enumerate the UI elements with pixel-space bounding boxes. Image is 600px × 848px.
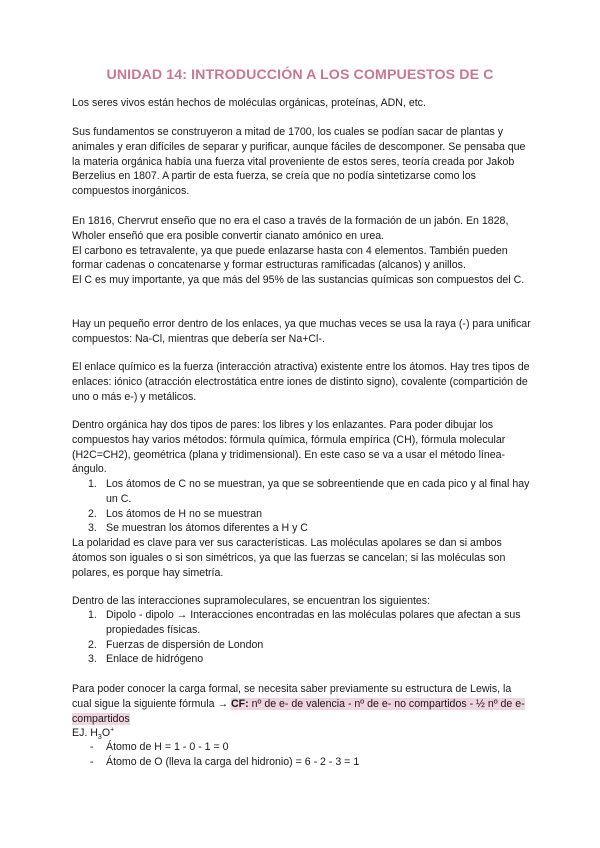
list-item [72, 755, 532, 770]
page-title: UNIDAD 14: INTRODUCCIÓN A LOS COMPUESTOS DE C [106, 67, 494, 83]
paragraph-text: Dentro orgánica hay dos tipos de pares: los libres y los enlazantes. Para poder dibujar los compuestos hay varios métodos: fórmula química, fórmula empírica (CH), fórmula molecular (H2C=CH2), geométrica (plana y tridimensional). En este caso se va a usar el método línea-ángulo. [72, 419, 506, 476]
paragraph-text: Los seres vivos están hechos de moléculas orgánicas, proteínas, ADN, etc. [72, 97, 426, 109]
paragraph-text: En 1816, Chervrut enseño que no era el caso a través de la formación de un jabón. En 1828, Wholer enseñó que era posible convertir cianato amónico en urea. [72, 215, 509, 242]
paragraph-text: El C es muy importante, ya que más del 95% de las sustancias químicas son compuestos del C. [72, 274, 525, 287]
list-number: 2. [88, 507, 97, 520]
example-element: O [101, 727, 111, 740]
list-item-text: Enlace de hidrógeno [106, 653, 204, 666]
paragraph-text [72, 682, 532, 726]
example-prefix: EJ. H [72, 727, 98, 740]
list-item-text: Dipolo - dipolo → Interacciones encontradas en las moléculas polares que afectan a sus propiedades físicas. [106, 609, 521, 636]
supramolecular-paragraph [72, 594, 532, 609]
polarity-paragraph [72, 536, 532, 580]
formula-label: CF: [231, 697, 249, 710]
list-item [72, 521, 532, 536]
chemical-bond-paragraph [72, 360, 532, 404]
list-item [72, 477, 532, 507]
list-bullet: - [90, 741, 94, 753]
list-item-text: Se muestran los átomos diferentes a H y C [106, 522, 308, 535]
list-number: 3. [88, 522, 97, 535]
example-calculation-list [72, 740, 532, 770]
list-number: 1. [88, 609, 97, 621]
list-item [72, 638, 532, 653]
list-item-text: Fuerzas de dispersión de London [106, 638, 264, 651]
list-item [72, 740, 532, 755]
list-item-text: Átomo de O (lleva la carga del hidronio) = 6 - 2 - 3 = 1 [106, 755, 360, 768]
formula-text: nº de e- de valencia - nº de e- no compartidos - ½ nº de e- compartidos [72, 697, 525, 725]
paragraph-text: Hay un pequeño error dentro de los enlaces, ya que muchas veces se usa la raya (-) para unificar compuestos: Na-Cl, mientras que debería ser Na+Cl-. [72, 318, 531, 345]
example-superscript: + [110, 726, 115, 734]
paragraph-text: El enlace químico es la fuerza (interacción atractiva) existente entre los átomos. Hay tres tipos de enlaces: iónico (atracción electrostática entre iones de distinto signo), covalente (compartición de uno o más e-) y metálicos. [72, 361, 530, 403]
list-number: 2. [88, 638, 97, 651]
paragraph-text: La polaridad es clave para ver sus características. Las moléculas apolares se dan si ambos átomos son iguales o si son simétricos, ya que las fuerzas se cancelan; si las moléculas son polares, es porque hay simetría. [72, 537, 506, 579]
formal-charge-paragraph [72, 682, 532, 741]
foundations-paragraph [72, 125, 532, 199]
list-item [72, 608, 532, 638]
list-item [72, 652, 532, 667]
history-paragraph [72, 214, 532, 288]
list-number: 3. [88, 653, 97, 666]
line-angle-rules-list [72, 477, 532, 536]
interactions-list [72, 608, 532, 667]
bond-error-paragraph [72, 317, 532, 347]
list-item-text: Átomo de H = 1 - 0 - 1 = 0 [106, 741, 229, 753]
list-item [72, 507, 532, 522]
formal-charge-intro: Para poder conocer la carga formal, se necesita saber previamente su estructura de Lewis, la cual sigue la siguiente fórmula → [72, 683, 512, 710]
intro-paragraph [72, 96, 532, 111]
list-number: 1. [88, 478, 97, 490]
example-label [72, 726, 532, 741]
list-bullet: - [90, 755, 94, 768]
example-subscript: 3 [97, 734, 102, 742]
paragraph-text: El carbono es tetravalente, ya que puede enlazarse hasta con 4 elementos. También pueden formar cadenas o concatenarse y formar estructuras ramificadas (alcanos) y anillos. [72, 244, 508, 272]
drawing-methods-paragraph [72, 418, 532, 477]
list-item-text: Los átomos de C no se muestran, ya que se sobreentiende que en cada pico y al final hay un C. [106, 478, 530, 505]
list-item-text: Los átomos de H no se muestran [106, 507, 263, 520]
paragraph-text: Dentro de las interacciones supramoleculares, se encuentran los siguientes: [72, 595, 431, 607]
paragraph-text: Sus fundamentos se construyeron a mitad de 1700, los cuales se podían sacar de plantas y animales y eran difíciles de separar y purificar, aunque fáciles de descomponer. Se pensaba que la materia orgánica había una fuerza vital proveniente de estos seres, teoría creada por Jakob Berzelius en 1807. A partir de esta fuerza, se creía que no podía sintetizarse como los compuestos inorgánicos. [72, 126, 526, 198]
